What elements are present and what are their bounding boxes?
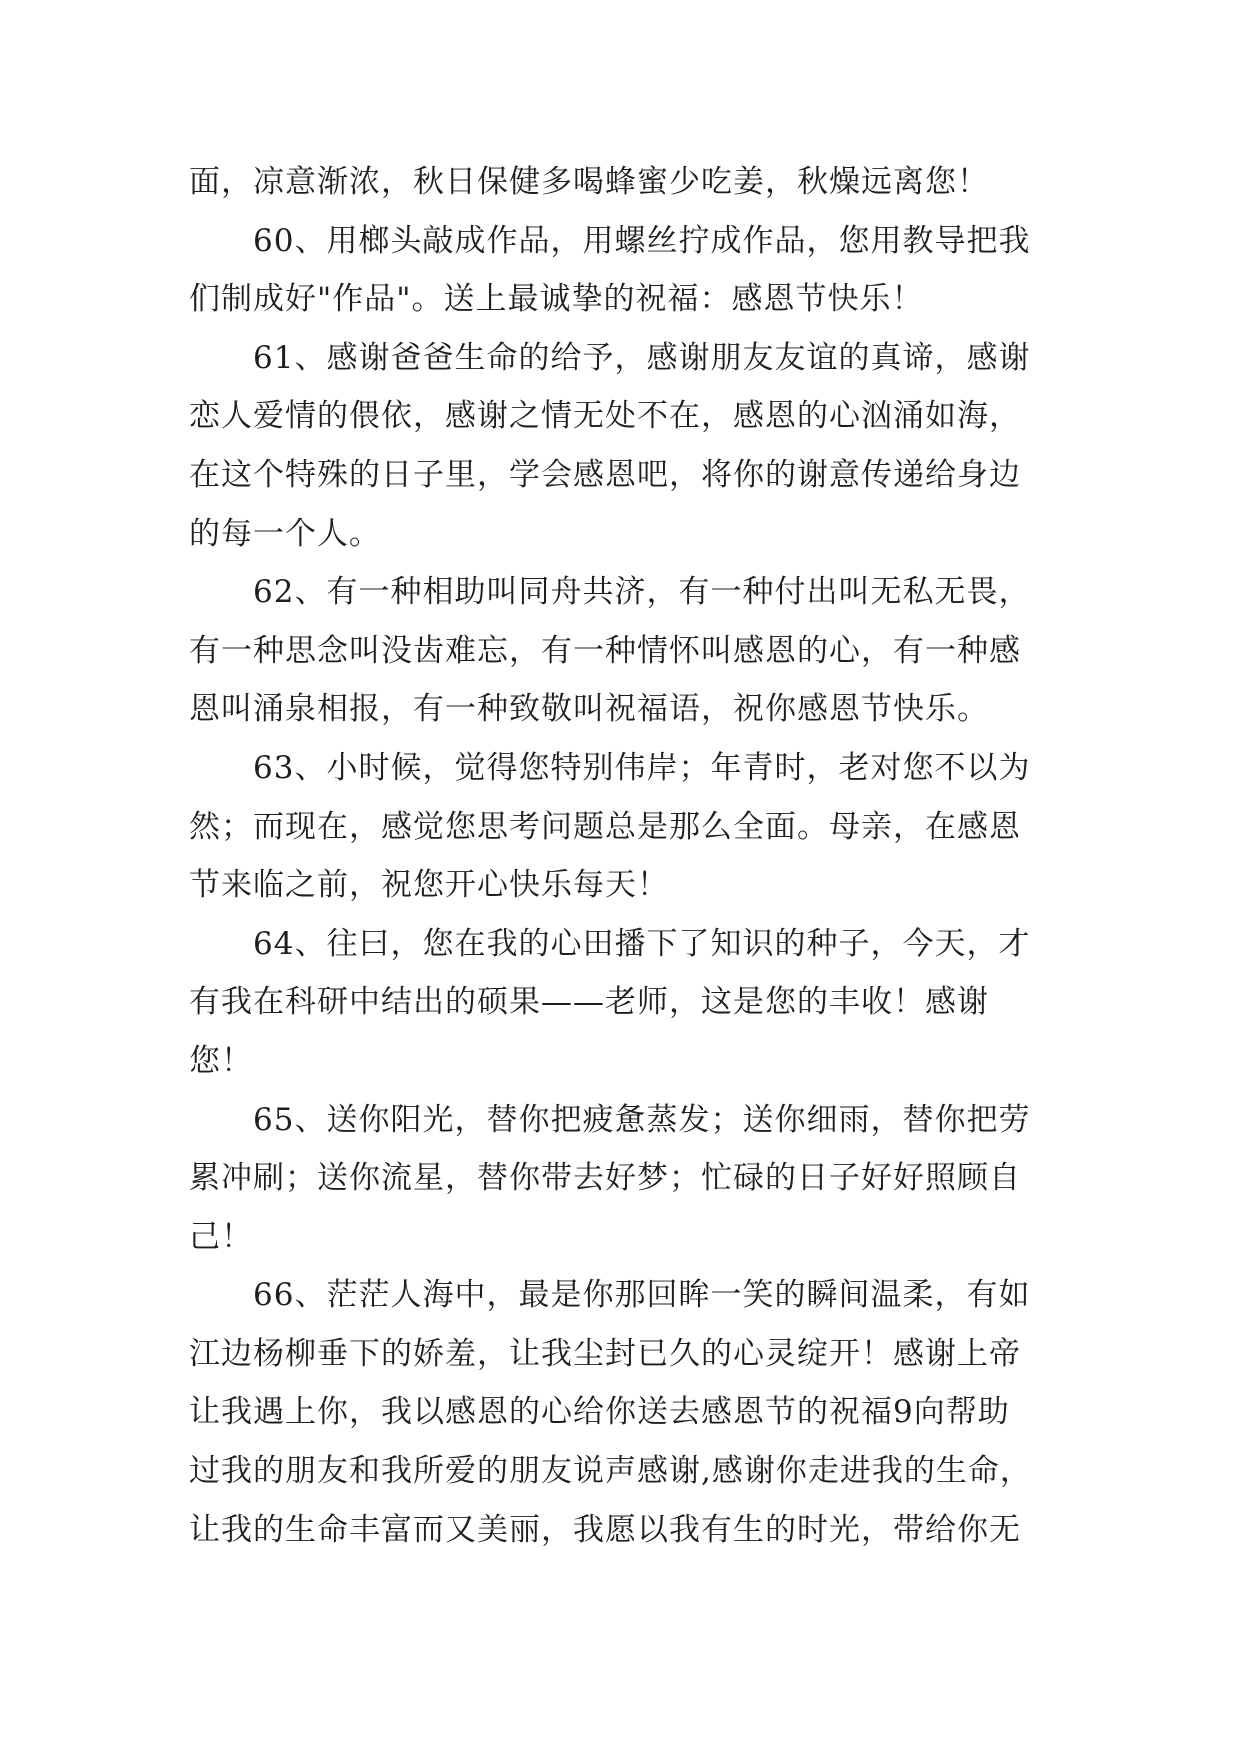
body-text (189, 153, 1069, 1559)
text-line: 己！ (189, 1218, 253, 1255)
text-line: 您！ (189, 1042, 253, 1079)
text-line: 然；而现在，感觉您思考问题总是那么全面。母亲，在感恩 (189, 808, 1021, 845)
text-line: 过我的朋友和我所爱的朋友说声感谢,感谢你走进我的生命， (189, 1453, 1032, 1490)
text-line: 有一种思念叫没齿难忘，有一种情怀叫感恩的心，有一种感 (189, 632, 1021, 669)
text-line: 恋人爱情的偎依，感谢之情无处不在，感恩的心汹涌如海， (189, 398, 1021, 435)
text-line: 累冲刷；送你流星，替你带去好梦；忙碌的日子好好照顾自 (189, 1160, 1021, 1197)
text-line: 们制成好"作品"。送上最诚挚的祝福：感恩节快乐！ (189, 281, 924, 318)
paragraph-64-line-1: 64、往曰，您在我的心田播下了知识的种子，今天，才 (253, 925, 1031, 962)
text-line: 让我的生命丰富而又美丽，我愿以我有生的时光，带给你无 (189, 1511, 1021, 1548)
text-line: 江边杨柳垂下的娇羞，让我尘封已久的心灵绽开！感谢上帝 (189, 1335, 1021, 1372)
paragraph-63-line-1: 63、小时候，觉得您特别伟岸；年青时，老对您不以为 (253, 749, 1031, 786)
text-line: 恩叫涌泉相报，有一种致敬叫祝福语，祝你感恩节快乐。 (189, 691, 989, 728)
paragraph-60-line-1: 60、用榔头敲成作品，用螺丝拧成作品，您用教导把我 (253, 222, 1031, 259)
paragraph-66-line-1: 66、茫茫人海中，最是你那回眸一笑的瞬间温柔，有如 (253, 1277, 1031, 1314)
text-line: 有我在科研中结出的硕果——老师，这是您的丰收！感谢 (189, 984, 989, 1021)
text-line: 面，凉意渐浓，秋日保健多喝蜂蜜少吃姜，秋燥远离您！ (189, 164, 989, 200)
text-line: 节来临之前，祝您开心快乐每天！ (189, 867, 669, 904)
paragraph-61-line-1: 61、感谢爸爸生命的给予，感谢朋友友谊的真谛，感谢 (253, 339, 1031, 376)
text-line: 的每一个人。 (189, 515, 381, 552)
text-line: 让我遇上你，我以感恩的心给你送去感恩节的祝福9向帮助 (189, 1394, 1010, 1431)
text-line: 在这个特殊的日子里，学会感恩吧，将你的谢意传递给身边 (189, 456, 1021, 493)
paragraph-62-line-1: 62、有一种相助叫同舟共济，有一种付出叫无私无畏， (253, 574, 1031, 611)
paragraph-65-line-1: 65、送你阳光，替你把疲惫蒸发；送你细雨，替你把劳 (253, 1101, 1031, 1138)
